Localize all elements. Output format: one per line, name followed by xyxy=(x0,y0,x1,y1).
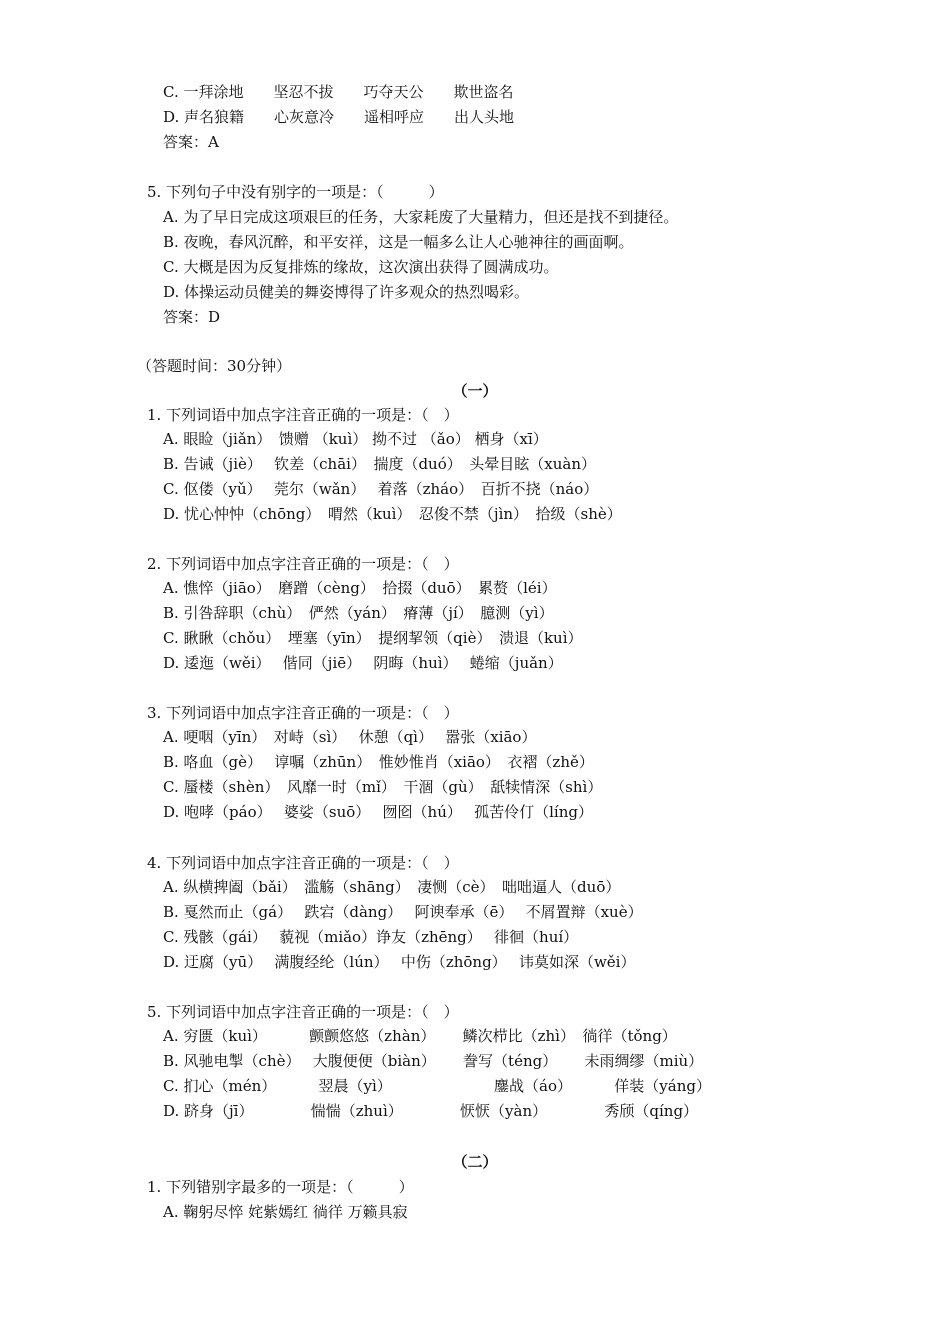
answer-line: 答案：A xyxy=(163,133,219,151)
question-line: 2. 下列词语中加点字注音正确的一项是：（ ） xyxy=(147,555,459,573)
answer-line: 答案：D xyxy=(163,308,221,326)
option-line: C. 蜃楼（shèn） 风靡一时（mǐ） 干涸（gù） 舐犊情深（shì） xyxy=(163,778,603,796)
option-line: B. 戛然而止（gá） 跌宕（dàng） 阿谀奉承（ē） 不屑置辩（xuè） xyxy=(163,903,643,921)
question-line: 1. 下列错别字最多的一项是：（ ） xyxy=(147,1178,414,1196)
option-line: A. 哽咽（yīn） 对峙（sì） 休憩（qì） 嚣张（xiāo） xyxy=(163,728,537,746)
option-line: B. 风驰电掣（chè） 大腹便便（biàn） 誊写（téng） 未雨绸缪（miù） xyxy=(163,1052,704,1070)
option-line: C. 瞅瞅（chǒu） 堙塞（yīn） 提纲挈领（qiè） 溃退（kuì） xyxy=(163,629,583,647)
option-line: C. 伛偻（yǔ） 莞尔（wǎn） 着落（zháo） 百折不挠（náo） xyxy=(163,480,599,498)
option-line: D. 逶迤（wěi） 偕同（jiē） 阴晦（huì） 蜷缩（juǎn） xyxy=(163,654,563,672)
question-line: 3. 下列词语中加点字注音正确的一项是：（ ） xyxy=(147,704,459,722)
option-line: A. 穷匮（kuì） 颤颤悠悠（zhàn） 鳞次栉比（zhì） 徜徉（tǒng） xyxy=(163,1027,677,1045)
question-line: 4. 下列词语中加点字注音正确的一项是：（ ） xyxy=(147,854,459,872)
section-heading: （一） xyxy=(452,382,498,400)
option-line: A. 憔悴（jiāo） 磨蹭（cèng） 拾掇（duō） 累赘（léi） xyxy=(163,579,557,597)
option-line: D. 咆哮（páo） 婆娑（suō） 囫囵（hú） 孤苦伶仃（líng） xyxy=(163,803,593,821)
section-heading: （二） xyxy=(452,1153,498,1171)
option-line: B. 夜晚，春风沉醉，和平安祥，这是一幅多么让人心驰神往的画面啊。 xyxy=(163,233,634,251)
option-line: D. 忧心忡忡（chōng） 喟然（kuì） 忍俊不禁（jìn） 拾级（shè） xyxy=(163,505,622,523)
question-line: 1. 下列词语中加点字注音正确的一项是：（ ） xyxy=(147,406,459,424)
option-line: B. 引咎辞职（chù） 俨然（yán） 瘠薄（jí） 臆测（yì） xyxy=(163,604,554,622)
option-line: D. 体操运动员健美的舞姿博得了许多观众的热烈喝彩。 xyxy=(163,283,530,301)
option-line: D. 迂腐（yū） 满腹经纶（lún） 中伤（zhōng） 讳莫如深（wěi） xyxy=(163,953,636,971)
option-line: A. 为了早日完成这项艰巨的任务，大家耗废了大量精力，但还是找不到捷径。 xyxy=(163,208,679,226)
option-line: A. 鞠躬尽悴 姹紫嫣红 徜徉 万籁具寂 xyxy=(163,1203,408,1221)
option-line: B. 咯血（gè） 谆嘱（zhūn） 惟妙惟肖（xiāo） 衣褶（zhě） xyxy=(163,753,594,771)
option-line: D. 跻身（jī） 惴惴（zhuì） 恹恹（yàn） 秀颀（qíng） xyxy=(163,1102,699,1120)
option-line: C. 大概是因为反复排炼的缘故，这次演出获得了圆满成功。 xyxy=(163,258,559,276)
option-line: D. 声名狼籍 心灰意冷 遥相呼应 出人头地 xyxy=(163,108,515,126)
option-line: C. 一拜涂地 坚忍不拔 巧夺天公 欺世盗名 xyxy=(163,83,514,101)
option-line: C. 残骸（gái） 藐视（miǎo）诤友（zhēng） 徘徊（huí） xyxy=(163,928,579,946)
time-note: （答题时间：30分钟） xyxy=(137,357,292,375)
option-line: A. 眼睑（jiǎn） 馈赠 （kuì） 拗不过 （ǎo） 栖身（xī） xyxy=(163,430,548,448)
option-line: A. 纵横捭阖（bǎi） 滥觞（shāng） 凄恻（cè） 咄咄逼人（duō） xyxy=(163,878,621,896)
option-line: B. 告诫（jiè） 钦差（chāi） 揣度（duó） 头晕目眩（xuàn） xyxy=(163,455,596,473)
option-line: C. 扪心（mén） 翌晨（yì） 鏖战（áo） 佯装（yáng） xyxy=(163,1077,711,1095)
question-line: 5. 下列句子中没有别字的一项是：（ ） xyxy=(147,183,444,201)
question-line: 5. 下列词语中加点字注音正确的一项是：（ ） xyxy=(147,1003,459,1021)
